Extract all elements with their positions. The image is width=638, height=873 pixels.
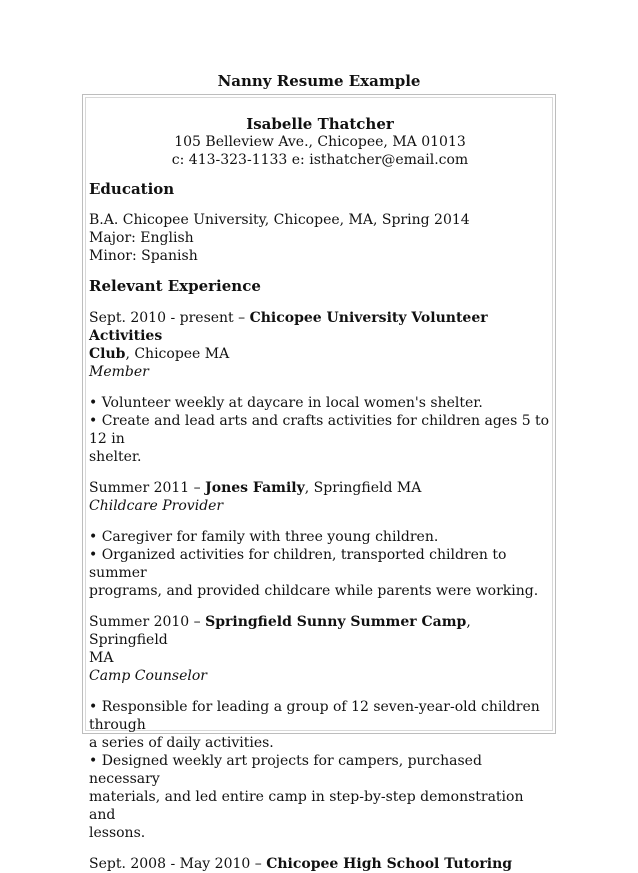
- job-2-header-line: [89, 479, 551, 497]
- job-1-org-cont: Club: [89, 346, 126, 362]
- education-heading: Education: [89, 180, 175, 198]
- candidate-name: Isabelle Thatcher: [246, 115, 394, 133]
- job-1-bullet-2: • Create and lead arts and crafts activities for children ages 5 to 12 in: [89, 413, 550, 447]
- job-3-header-line: [89, 613, 551, 649]
- resume-content: [89, 95, 551, 873]
- job-1-role: Member: [89, 364, 149, 380]
- job-3-role: Camp Counselor: [89, 668, 207, 684]
- job-3-bullet-2-end: lessons.: [89, 825, 146, 841]
- job-3-bullet-2-cont: materials, and led entire camp in step-by-step demonstration and: [89, 789, 524, 823]
- job-entry-1: [89, 309, 551, 381]
- job-1-dates: Sept. 2010 - present –: [89, 310, 250, 326]
- job-2-role: Childcare Provider: [89, 498, 224, 514]
- job-2-bullet-1: • Caregiver for family with three young children.: [89, 529, 439, 545]
- job-entry-2: [89, 479, 551, 515]
- resume-header: [89, 115, 551, 169]
- job-3-bullets: [89, 698, 551, 842]
- job-2-bullet-2-cont: programs, and provided childcare while parents were working.: [89, 583, 539, 599]
- job-2-dates: Summer 2011 –: [89, 480, 206, 496]
- job-2-location: , Springfield MA: [304, 480, 422, 496]
- page-title: Nanny Resume Example: [217, 72, 421, 90]
- job-1-org: Chicopee University Volunteer Activities: [89, 310, 488, 344]
- job-entry-4: [89, 855, 551, 873]
- resume-frame: [82, 94, 556, 872]
- job-2-bullets: [89, 528, 551, 600]
- experience-heading: Relevant Experience: [89, 277, 261, 295]
- candidate-contact: c: 413-323-1133 e: isthatcher@email.com: [171, 152, 469, 168]
- education-major: Major: English: [89, 230, 194, 246]
- job-3-bullet-1: • Responsible for leading a group of 12 seven-year-old children through: [89, 699, 540, 733]
- job-4-org: Chicopee High School Tutoring: [266, 856, 513, 872]
- job-1-bullet-1: • Volunteer weekly at daycare in local women's shelter.: [89, 395, 483, 411]
- education-degree: B.A. Chicopee University, Chicopee, MA, Spring 2014: [89, 212, 470, 228]
- job-1-header-line: [89, 309, 551, 345]
- job-4-header-line: [89, 855, 551, 873]
- education-details: [89, 211, 551, 265]
- job-3-bullet-1-cont: a series of daily activities.: [89, 735, 274, 751]
- education-minor: Minor: Spanish: [89, 248, 198, 264]
- job-3-org: Springfield Sunny Summer Camp: [205, 614, 467, 630]
- job-1-bullet-2-cont: shelter.: [89, 449, 142, 465]
- job-entry-3: [89, 613, 551, 685]
- job-3-dates: Summer 2010 –: [89, 614, 206, 630]
- job-1-header-line-2: [89, 345, 551, 363]
- job-3-bullet-2: • Designed weekly art projects for campers, purchased necessary: [89, 753, 482, 787]
- job-4-dates: Sept. 2008 - May 2010 –: [89, 856, 267, 872]
- job-3-location: , Springfield: [89, 614, 471, 648]
- job-1-location: , Chicopee MA: [125, 346, 230, 362]
- job-3-location-cont: MA: [89, 650, 114, 666]
- job-2-org: Jones Family: [205, 480, 305, 496]
- job-2-bullet-2: • Organized activities for children, transported children to summer: [89, 547, 507, 581]
- candidate-address: 105 Belleview Ave., Chicopee, MA 01013: [174, 134, 466, 150]
- job-1-bullets: [89, 394, 551, 466]
